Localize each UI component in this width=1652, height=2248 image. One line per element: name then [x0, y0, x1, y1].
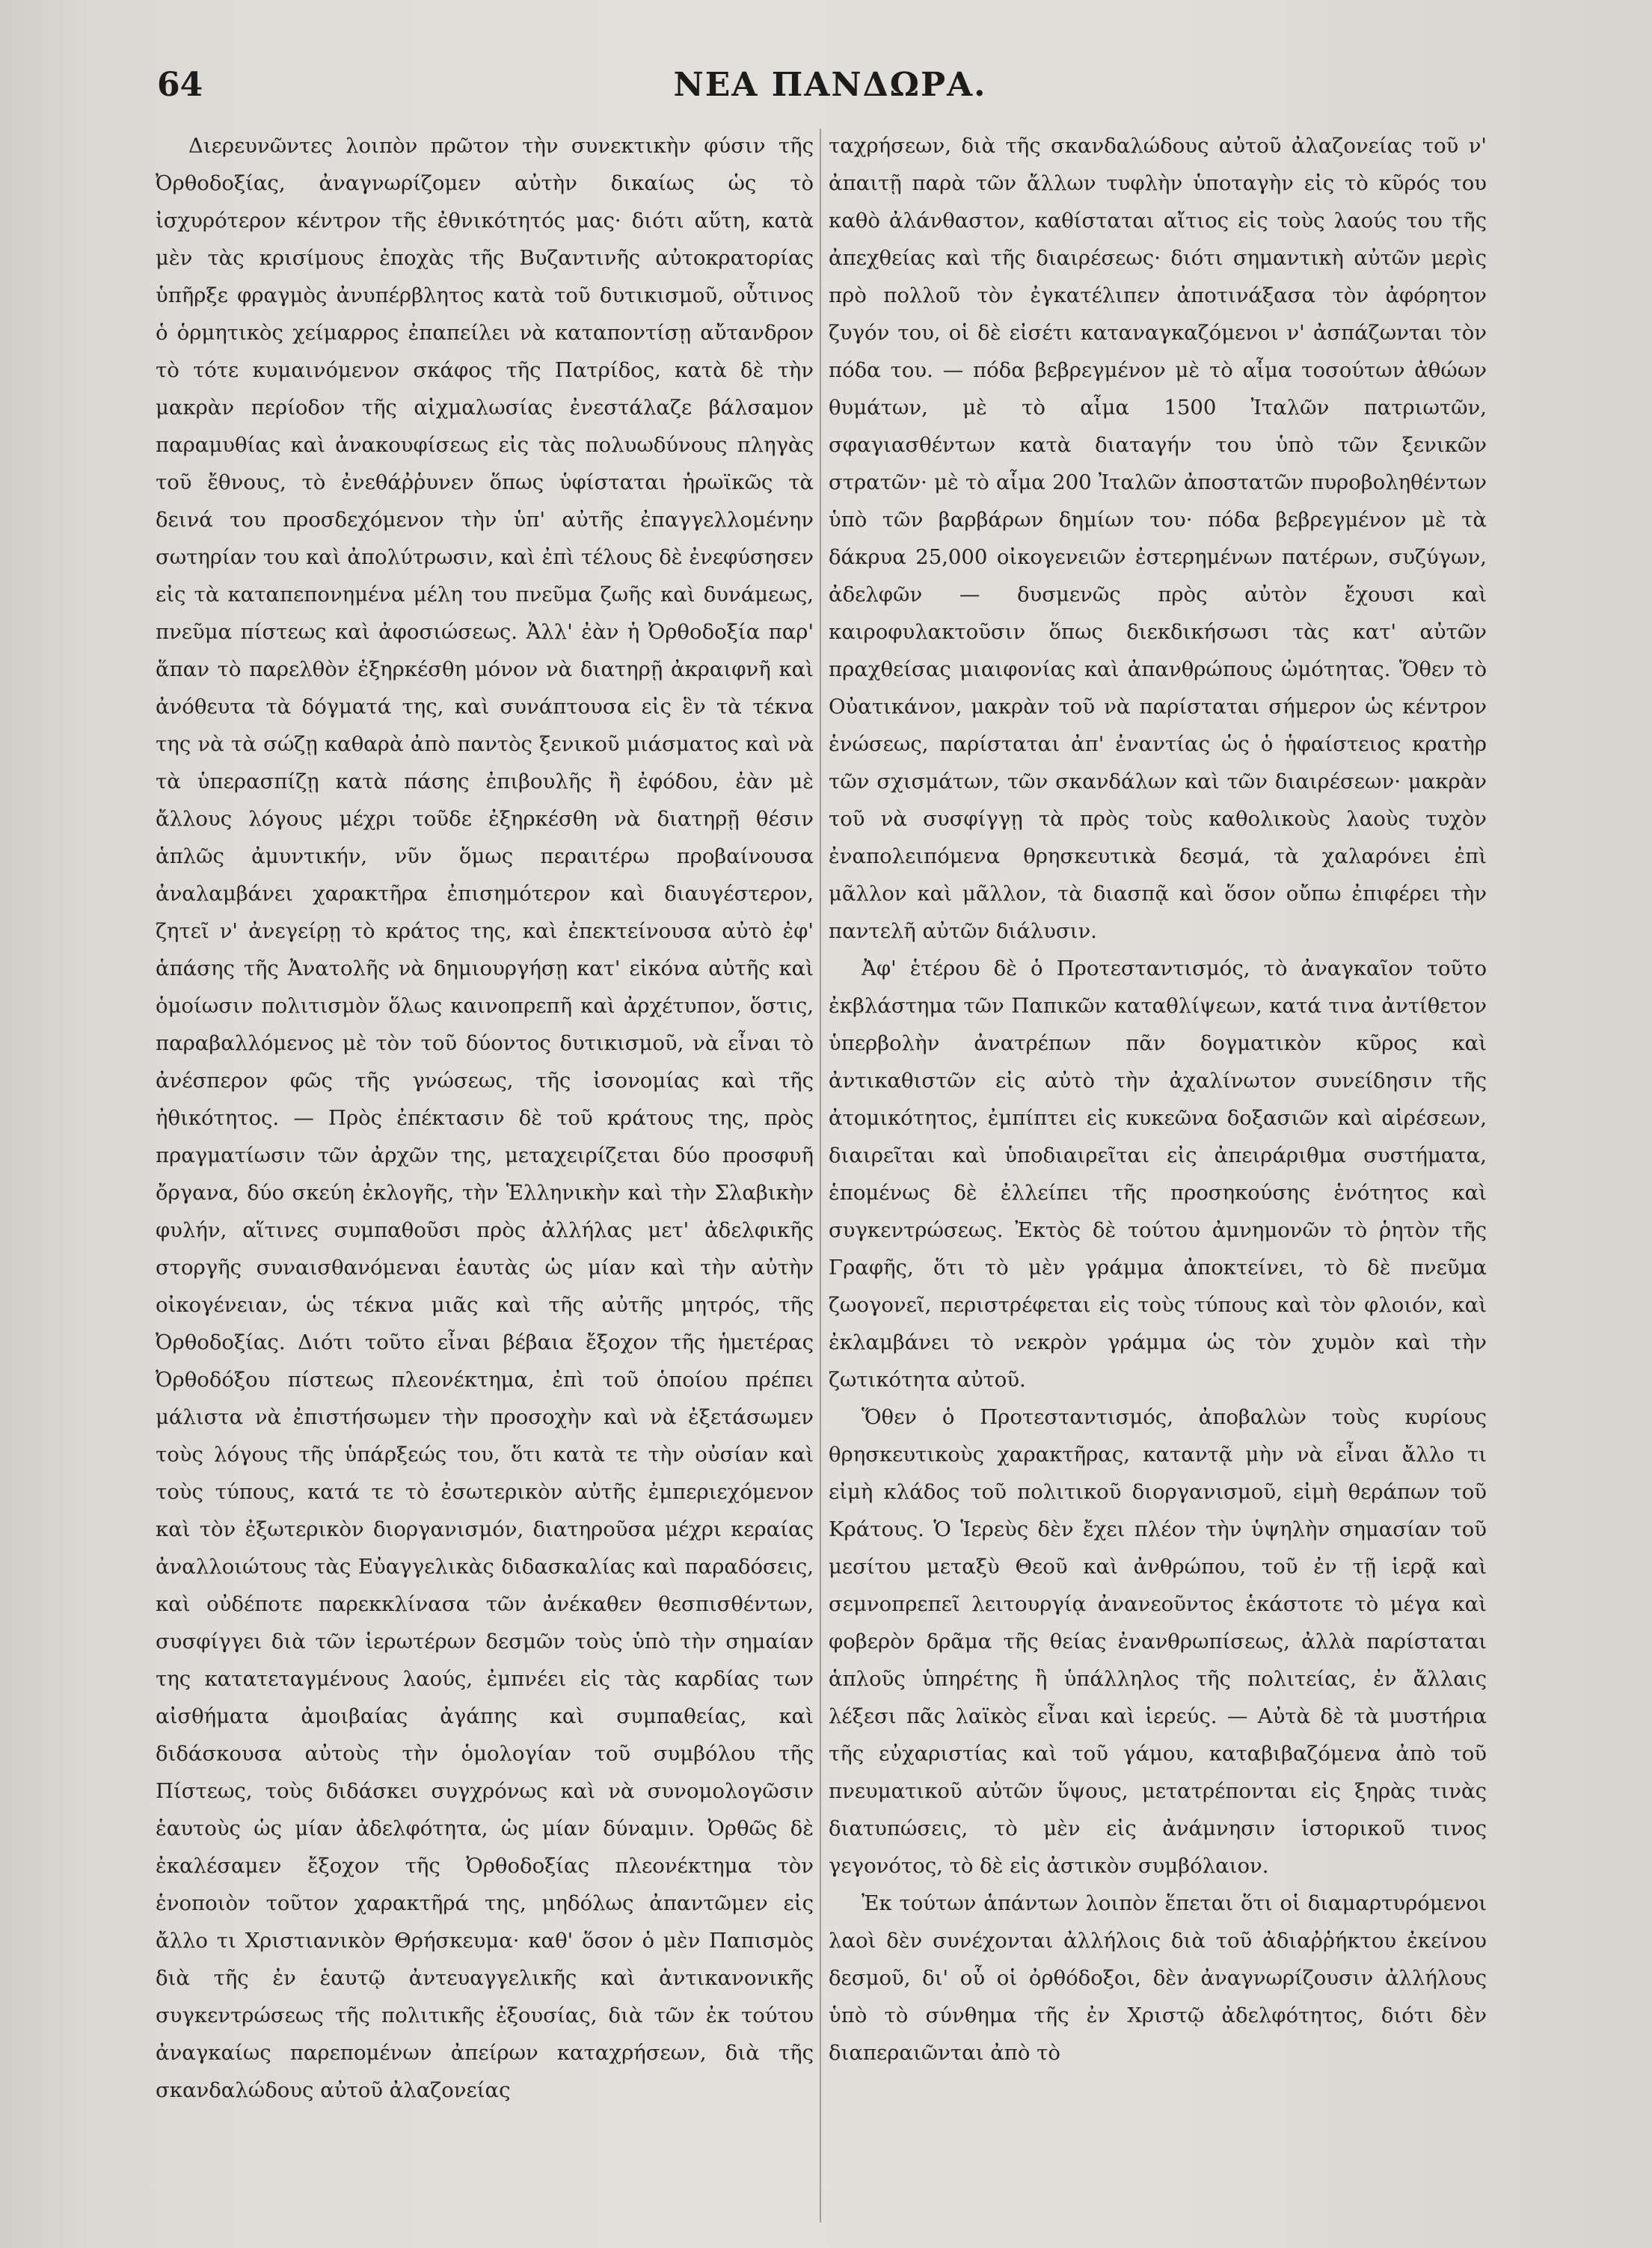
right-paragraph-3: Ὅθεν ὁ Προτεσταντισμός, ἀποβαλὼν τοὺς κυρίους θρησκευτικοὺς χαρακτῆρας, καταντᾷ μὴν νὰ εἶναι ἄλλο τι εἰμὴ κλάδος τοῦ πολιτικοῦ διοργανισμοῦ, εἰμὴ θεράπων τοῦ Κράτους. Ὁ Ἱερεὺς δὲν ἔχει πλέον τὴν ὑψηλὴν σημασίαν τοῦ μεσίτου μεταξὺ Θεοῦ καὶ ἀνθρώπου, τοῦ ἐν τῇ ἱερᾷ καὶ σεμνοπρεπεῖ λειτουργίᾳ ἀνανεοῦντος ἑκάστοτε τὸ μέγα καὶ φοβερὸν δρᾶμα τῆς θείας ἐνανθρωπίσεως, ἀλλὰ παρίσταται ἁπλοῦς ὑπηρέτης ἢ ὑπάλληλος τῆς πολιτείας, ἐν ἄλλαις λέξεσι πᾶς λαϊκὸς εἶναι καὶ ἱερεύς. — Αὐτὰ δὲ τὰ μυστήρια τῆς εὐχαριστίας καὶ τοῦ γάμου, καταβιβαζόμενα ἀπὸ τοῦ πνευματικοῦ αὐτῶν ὕψους, μετατρέπονται εἰς ξηρὰς τινὰς διατυπώσεις, τὸ μὲν εἰς ἀνάμνησιν ἱστορικοῦ τινος γεγονότος, τὸ δὲ εἰς ἀστικὸν συμβόλαιον. [829, 1405, 1487, 1878]
running-head: ΝΕΑ ΠΑΝΔΩΡΑ. [673, 66, 987, 104]
page-number: 64 [157, 66, 203, 104]
page-header [0, 66, 1652, 111]
right-paragraph-4: Ἐκ τούτων ἁπάντων λοιπὸν ἕπεται ὅτι οἱ διαμαρτυρόμενοι λαοὶ δὲν συνέχονται ἀλλήλοις διὰ τοῦ ἀδιαῤῥήκτου ἐκείνου δεσμοῦ, δι' οὗ οἱ ὀρθόδοξοι, δὲν ἀναγνωρίζουσιν ἀλλήλους ὑπὸ τὸ σύνθημα τῆς ἐν Χριστῷ ἀδελφότητος, διότι δὲν διαπεραιῶνται ἀπὸ τὸ [829, 1891, 1487, 2065]
left-column [156, 127, 814, 2229]
left-paragraph-1: Διερευνῶντες λοιπὸν πρῶτον τὴν συνεκτικὴν φύσιν τῆς Ὀρθοδοξίας, ἀναγνωρίζομεν αὐτὴν δικαίως ὡς τὸ ἰσχυρότερον κέντρον τῆς ἐθνικότητός μας· διότι αὕτη, κατὰ μὲν τὰς κρισίμους ἐποχὰς τῆς Βυζαντινῆς αὐτοκρατορίας ὑπῆρξε φραγμὸς ἀνυπέρβλητος κατὰ τοῦ δυτικισμοῦ, οὗτινος ὁ ὁρμητικὸς χείμαρρος ἐπαπείλει νὰ καταποντίσῃ αὔτανδρον τὸ τότε κυμαινόμενον σκάφος τῆς Πατρίδος, κατὰ δὲ τὴν μακρὰν περίοδον τῆς αἰχμαλωσίας ἐνεστάλαζε βάλσαμον παραμυθίας καὶ ἀνακουφίσεως εἰς τὰς πολυωδύνους πληγὰς τοῦ ἔθνους, τὸ ἐνεθάῤῥυνεν ὅπως ὑφίσταται ἡρωϊκῶς τὰ δεινά του προσδεχόμενον τὴν ὑπ' αὐτῆς ἐπαγγελλομένην σωτηρίαν του καὶ ἀπολύτρωσιν, καὶ ἐπὶ τέλους δὲ ἐνεφύσησεν εἰς τὰ καταπεπονημένα μέλη του πνεῦμα ζωῆς καὶ δυνάμεως, πνεῦμα πίστεως καὶ ἀφοσιώσεως. Ἀλλ' ἐὰν ἡ Ὀρθοδοξία παρ' ἅπαν τὸ παρελθὸν ἐξηρκέσθη μόνον νὰ διατηρῇ ἀκραιφνῆ καὶ ἀνόθευτα τὰ δόγματά της, καὶ συνάπτουσα εἰς ἓν τὰ τέκνα της νὰ τὰ σώζῃ καθαρὰ ἀπὸ παντὸς ξενικοῦ μιάσματος καὶ νὰ τὰ ὑπερασπίζῃ κατὰ πάσης ἐπιβουλῆς ἢ ἐφόδου, ἐὰν μὲ ἄλλους λόγους μέχρι τοῦδε ἐξηρκέσθη νὰ διατηρῇ θέσιν ἁπλῶς ἀμυντικήν, νῦν ὅμως περαιτέρω προβαίνουσα ἀναλαμβάνει χαρακτῆρα ἐπισημότερον καὶ διαυγέστερον, ζητεῖ ν' ἀνεγείρῃ τὸ κράτος της, καὶ ἐπεκτείνουσα αὐτὸ ἐφ' ἁπάσης τῆς Ἀνατολῆς νὰ δημιουργήσῃ κατ' εἰκόνα αὐτῆς καὶ ὁμοίωσιν πολιτισμὸν ὅλως καινοπρεπῆ καὶ ἀρχέτυπον, ὅστις, παραβαλλόμενος μὲ τὸν τοῦ δύοντος δυτικισμοῦ, νὰ εἶναι τὸ ἀνέσπερον φῶς τῆς γνώσεως, τῆς ἰσονομίας καὶ τῆς ἠθικότητος. — Πρὸς ἐπέκτασιν δὲ τοῦ κράτους της, πρὸς πραγματίωσιν τῶν ἀρχῶν της, μεταχειρίζεται δύο προσφυῆ ὄργανα, δύο σκεύη ἐκλογῆς, τὴν Ἑλληνικὴν καὶ τὴν Σλαβικὴν φυλήν, αἵτινες συμπαθοῦσι πρὸς ἀλλήλας μετ' ἀδελφικῆς στοργῆς συναισθανόμεναι ἑαυτὰς ὡς μίαν καὶ τὴν αὐτὴν οἰκογένειαν, ὡς τέκνα μιᾶς καὶ τῆς αὐτῆς μητρός, τῆς Ὀρθοδοξίας. Διότι τοῦτο εἶναι βέβαια ἔξοχον τῆς ἡμετέρας Ὀρθοδόξου πίστεως πλεονέκτημα, ἐπὶ τοῦ ὁποίου πρέπει μάλιστα νὰ ἐπιστήσωμεν τὴν προσοχὴν καὶ νὰ ἐξετάσωμεν τοὺς λόγους τῆς ὑπάρξεώς του, ὅτι κατὰ τε τὴν οὐσίαν καὶ τοὺς τύπους, κατά τε τὸ ἐσωτερικὸν αὐτῆς ἐμπεριεχόμενον καὶ τὸν ἐξωτερικὸν διοργανισμόν, διατηροῦσα μέχρι κεραίας ἀναλλοιώτους τὰς Εὐαγγελικὰς διδασκαλίας καὶ παραδόσεις, καὶ οὐδέποτε παρεκκλίνασα τῶν ἀνέκαθεν θεσπισθέντων, συσφίγγει διὰ τῶν ἱερωτέρων δεσμῶν τοὺς ὑπὸ τὴν σημαίαν της κατατεταγμένους λαούς, ἐμπνέει εἰς τὰς καρδίας των αἰσθήματα ἀμοιβαίας ἀγάπης καὶ συμπαθείας, καὶ διδάσκουσα αὐτοὺς τὴν ὁμολογίαν τοῦ συμβόλου τῆς Πίστεως, τοὺς διδάσκει συγχρόνως καὶ νὰ συνομολογῶσιν ἑαυτοὺς ὡς μίαν ἀδελφότητα, ὡς μίαν δύναμιν. Ὀρθῶς δὲ ἐκαλέσαμεν ἔξοχον τῆς Ὀρθοδοξίας πλεονέκτημα τὸν ἑνοποιὸν τοῦτον χαρακτῆρά της, μηδόλως ἀπαντῶμεν εἰς ἄλλο τι Χριστιανικὸν Θρήσκευμα· καθ' ὅσον ὁ μὲν Παπισμὸς διὰ τῆς ἐν ἑαυτῷ ἀντευαγγελικῆς καὶ ἀντικανονικῆς συγκεντρώσεως τῆς πολιτικῆς ἐξουσίας, διὰ τῶν ἐκ τούτου ἀναγκαίως παρεπομένων ἀπείρων καταχρήσεων, διὰ τῆς σκανδαλώδους αὐτοῦ ἀλαζονείας [156, 134, 814, 2102]
right-paragraph-2: Ἀφ' ἑτέρου δὲ ὁ Προτεσταντισμός, τὸ ἀναγκαῖον τοῦτο ἐκβλάστημα τῶν Παπικῶν καταθλίψεων, κατά τινα ἀντίθετον ὑπερβολὴν ἀνατρέπων πᾶν δογματικὸν κῦρος καὶ ἀντικαθιστῶν εἰς αὐτὸ τὴν ἀχαλίνωτον συνείδησιν τῆς ἀτομικότητος, ἐμπίπτει εἰς κυκεῶνα δοξασιῶν καὶ αἱρέσεων, διαιρεῖται καὶ ὑποδιαιρεῖται εἰς ἀπειράριθμα συστήματα, ἑπομένως δὲ ἐλλείπει τῆς προσηκούσης ἑνότητος καὶ συγκεντρώσεως. Ἐκτὸς δὲ τούτου ἀμνημονῶν τὸ ῥητὸν τῆς Γραφῆς, ὅτι τὸ μὲν γράμμα ἀποκτείνει, τὸ δὲ πνεῦμα ζωογονεῖ, περιστρέφεται εἰς τοὺς τύπους καὶ τὸν φλοιόν, καὶ ἐκλαμβάνει τὸ νεκρὸν γράμμα ὡς τὸν χυμὸν καὶ τὴν ζωτικότητα αὐτοῦ. [829, 956, 1487, 1392]
column-divider [820, 129, 821, 2223]
right-paragraph-continuation: ταχρήσεων, διὰ τῆς σκανδαλώδους αὐτοῦ ἀλαζονείας τοῦ ν' ἀπαιτῇ παρὰ τῶν ἄλλων τυφλὴν ὑποταγὴν εἰς τὸ κῦρός του καθὸ ἀλάνθαστον, καθίσταται αἴτιος εἰς τοὺς λαούς του τῆς ἀπεχθείας καὶ τῆς διαιρέσεως· διότι σημαντικὴ αὐτῶν μερὶς πρὸ πολλοῦ τὸν ἐγκατέλιπεν ἀποτινάξασα τὸν ἀφόρητον ζυγόν του, οἱ δὲ εἰσέτι καταναγκαζόμενοι ν' ἀσπάζωνται τὸν πόδα του. — πόδα βεβρεγμένον μὲ τὸ αἷμα τοσούτων ἀθώων θυμάτων, μὲ τὸ αἷμα 1500 Ἰταλῶν πατριωτῶν, σφαγιασθέντων κατὰ διαταγήν του ὑπὸ τῶν ξενικῶν στρατῶν· μὲ τὸ αἷμα 200 Ἰταλῶν ἀποστατῶν πυροβοληθέντων ὑπὸ τῶν βαρβάρων δημίων του· πόδα βεβρεγμένον μὲ τὰ δάκρυα 25,000 οἰκογενειῶν ἐστερημένων πατέρων, συζύγων, ἀδελφῶν — δυσμενῶς πρὸς αὐτὸν ἔχουσι καὶ καιροφυλακτοῦσιν ὅπως διεκδικήσωσι τὰς κατ' αὐτῶν πραχθείσας μιαιφονίας καὶ ἀπανθρώπους ὠμότητας. Ὅθεν τὸ Οὐατικάνον, μακρὰν τοῦ νὰ παρίσταται σήμερον ὡς κέντρον ἑνώσεως, παρίσταται ἀπ' ἐναντίας ὡς ὁ ἡφαίστειος κρατὴρ τῶν σχισμάτων, τῶν σκανδάλων καὶ τῶν διαιρέσεων· μακρὰν τοῦ νὰ συσφίγγῃ τὰ πρὸς τοὺς καθολικοὺς λαοὺς τυχὸν ἐναπολειπόμενα θρησκευτικὰ δεσμά, τὰ χαλαρόνει ἐπὶ μᾶλλον καὶ μᾶλλον, τὰ διασπᾷ καὶ ὅσον οὔπω ἐπιφέρει τὴν παντελῆ αὐτῶν διάλυσιν. [829, 134, 1487, 943]
right-column [829, 127, 1487, 2229]
